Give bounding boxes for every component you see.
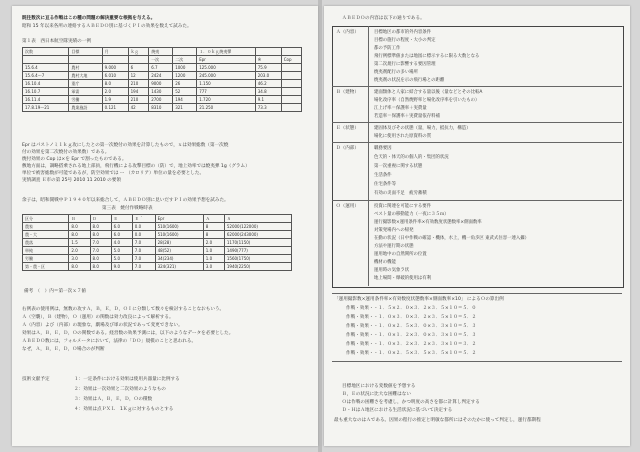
table-row xyxy=(23,263,292,271)
section-divider xyxy=(332,142,622,143)
intro-line-2: 昭和 15 年以来各所の連絡するＡＢＥＤＯ別に基づくＰＩの効果を数えて試みた。 xyxy=(22,24,192,29)
table2-cell: 3.0 xyxy=(69,255,90,263)
section-o-item: 機材の機能 xyxy=(374,260,396,265)
table1-cell-empty xyxy=(281,104,301,112)
table1-cell: 2424 xyxy=(149,72,173,80)
section-b-item: 場化改序率（自然焼野率と場化改序率を引いたもの） xyxy=(374,98,480,103)
conclusion-line: Ｂ，Ｅの状況に比大な困難はない xyxy=(342,392,411,397)
table2-cell: 労働 xyxy=(23,255,69,263)
table2-cell: 2.0 xyxy=(69,247,90,255)
table2 xyxy=(22,214,292,271)
abedo-column-divider xyxy=(368,26,369,286)
section-b-item: 若造率＝保護率＋実費量依存料補 xyxy=(374,114,440,119)
table2-cell: 1490(777) xyxy=(224,247,291,255)
table1-header-cell: 次数 xyxy=(23,48,69,56)
table1-cell: 農業施設 xyxy=(69,104,102,112)
formula-line: 作戦・効果・・１．０×１．２×３．０×３．３×１０＝５．３ xyxy=(346,333,477,338)
table2-cell: 8.0 xyxy=(90,223,111,231)
table-row xyxy=(23,96,302,104)
table1-cell: 15.6.4 xyxy=(23,64,69,72)
table2-cell: 0.0 xyxy=(132,231,155,239)
table2-cell: 8 xyxy=(203,231,224,239)
table1-header-cell: 焼夷 xyxy=(149,48,173,56)
section-a-item: 焼夷剤の状況を示の飛行場との距離 xyxy=(374,78,445,83)
section-a-item: 飛行例標準値または地図に標示するに限る大数となる xyxy=(374,54,480,59)
table-row xyxy=(23,223,292,231)
section-a-item: 目標の施行の程度・大小の判定 xyxy=(374,38,436,43)
table1-header-cell: ※ xyxy=(255,56,281,64)
table1-cell: 125.000 xyxy=(197,64,256,72)
section-divider xyxy=(332,86,622,87)
table1-cell: 1200 xyxy=(173,72,197,80)
table1-cell: 34.8 xyxy=(255,88,281,96)
table1-header-cell: １．０ｋｇ焼夷彈 xyxy=(197,48,256,56)
table2-cell: 8.0 xyxy=(69,263,90,271)
table2-cell: 8 xyxy=(203,223,224,231)
para3-line-1: 右例表の使用例は，無数の攻すＡ，Ｂ，Ｅ，Ｄ，ＯＩに分類して数々を検討することなおもいう。 xyxy=(22,307,225,312)
section-o-label: Ｏ（運用） xyxy=(336,204,359,209)
table2-cell: 7.0 xyxy=(90,239,111,247)
table2-cell: 48(52) xyxy=(155,247,203,255)
table2-header-cell: 区分 xyxy=(23,215,69,223)
table2-header-cell: Ｂ xyxy=(69,215,90,223)
table1-cell: 16.10.4 xyxy=(23,80,69,88)
table2-cell: 0.0 xyxy=(132,223,155,231)
table2-header-cell: Ｅ ´ xyxy=(132,215,155,223)
table2-cell: 34(234) xyxy=(155,255,203,263)
table1-cell: 21.250 xyxy=(197,104,256,112)
table1-header-cell xyxy=(281,48,301,56)
left-page xyxy=(12,6,318,446)
table2-cell: 510(1600) xyxy=(155,223,203,231)
section-a-item: 目標地区の都市的外内容条件 xyxy=(374,30,432,35)
table2-cell: 1560(1750) xyxy=(224,255,291,263)
table2-cell: 3.0 xyxy=(203,263,224,271)
table1-cell: 194 xyxy=(173,96,197,104)
table1-cell: 9.000 xyxy=(102,64,128,72)
table1-cell: 245.000 xyxy=(197,72,256,80)
table1-header-cell xyxy=(69,56,102,64)
table2-cell: 8.0 xyxy=(90,263,111,271)
table1-cell: 46.2 xyxy=(255,80,281,88)
section-a-item: 都の予防工作 xyxy=(374,46,401,51)
table2-cell: 28(28) xyxy=(155,239,203,247)
table1-cell: 321 xyxy=(173,104,197,112)
book-fold xyxy=(318,0,322,452)
footer-line-3: ３：効果はＡ，Ｂ，Ｅ，Ｄ，Ｏの積数 xyxy=(74,397,153,402)
section-b-label: Ｂ（建物） xyxy=(336,90,359,95)
section-d-item: 有効の炎面不足 疲労蓄積 xyxy=(374,191,427,196)
table2-cell: 4.0 xyxy=(111,239,132,247)
formula-line: 作戦・効果・・１．５×２．０×３．２×３．５×１０＝５．０ xyxy=(346,306,477,311)
table1-cell-empty xyxy=(281,64,301,72)
table1-cell: 42 xyxy=(128,104,149,112)
formula-line: 作戦・効果・・１．０×２．５×３．０×３．３×１０＝５．３ xyxy=(346,324,477,329)
table1-cell: 6.7 xyxy=(149,64,173,72)
table1-header-cell xyxy=(128,56,149,64)
table1-header-cell xyxy=(173,48,197,56)
table1-header-cell: Cop xyxy=(281,56,301,64)
para2: 余子は，昭和開戦中Ｐ１９４０年以来総合して，ＡＢＥＤＯ別に見いだすＰＩの効果予想を試みた。 xyxy=(22,198,229,203)
table-row xyxy=(23,104,302,112)
table1-cell: 12 xyxy=(128,72,149,80)
table1-cell: 8310 xyxy=(149,104,173,112)
table1-header-cell xyxy=(23,56,69,64)
table1-cell: 6.010 xyxy=(102,72,128,80)
section-divider xyxy=(332,122,622,123)
table1-cell: 農村大地 xyxy=(69,72,102,80)
table1-header-cell xyxy=(102,56,128,64)
table2-cell: 8.0 xyxy=(90,255,111,263)
intro-line-1: 既往数次に亘る作戦はこの種の問題の解決重要な根拠を与える。 xyxy=(22,16,156,21)
formula-line: 作戦・効果・・１．０×３．２×３．２×３．３×１０＝３．２ xyxy=(346,342,477,347)
table2-cell: 8.0 xyxy=(69,223,90,231)
table-row xyxy=(23,72,302,80)
table-row xyxy=(23,247,292,255)
table1-header-cell: 月 xyxy=(102,48,128,56)
formula-rule-bottom xyxy=(332,361,622,362)
section-e-item: 建固体及びその状態（量，場力，抵抗力，構造） xyxy=(374,126,471,131)
table1-cell: 労働 xyxy=(69,96,102,104)
section-o-item: 地上場間・爆破的使用は有利 xyxy=(374,276,432,281)
table2-title: 第三表 焼付作戦略時表 xyxy=(102,206,153,211)
table2-header-cell: Ｄ xyxy=(90,215,111,223)
table1-cell-empty xyxy=(281,80,301,88)
table1-header-cell xyxy=(255,48,281,56)
formula-line: 作戦・効果・・１．０×３．０×３．２×３．５×１０＝５．２ xyxy=(346,315,477,320)
conclusion-line: 目標地区における変数値を予想する xyxy=(342,384,416,389)
para1-line-1: Epr はパストノミ１ｋｇ攻にしたとの第一次焼付の効果を計算したもので，ｘは効果総数（第一次焼 xyxy=(22,143,229,148)
section-e-label: Ｅ（状態） xyxy=(336,126,359,131)
table-row xyxy=(23,88,302,96)
formula-rule-top xyxy=(332,293,622,294)
table2-cell: 6.0 xyxy=(111,223,132,231)
table1-cell: 1.720 xyxy=(197,96,256,104)
table1-cell: 1.150 xyxy=(197,80,256,88)
table2-header-cell: Ｓ xyxy=(224,215,291,223)
table1-cell: 777 xyxy=(197,88,256,96)
table1-cell: 重庁 xyxy=(69,80,102,88)
formula-line: 作戦・効果・・１．０×２．５×３．５×３．５×１０＝５．２ xyxy=(346,351,477,356)
para1-line-6: 実情調査 Ｅ市の第 25号 2010 11 2010 の要領 xyxy=(22,178,121,183)
table2-cell: 単純 xyxy=(23,247,69,255)
section-a-label: Ａ（内容） xyxy=(336,30,359,35)
conclusion-line: Ｏは作戦の困難さを考慮し，かつ明度の高さを都に計算し判定する xyxy=(342,400,480,405)
footer-line-1: １：一定条件における効果は使用兵器量に比例する xyxy=(74,377,180,382)
table2-cell: 7.0 xyxy=(90,247,111,255)
footer-label: 技術文献予定 xyxy=(22,377,50,382)
table2-cell: 510(1600) xyxy=(155,231,203,239)
section-o-item: 運用地中の自然関所の位置 xyxy=(374,252,427,257)
table2-cell: 8.0 xyxy=(90,231,111,239)
section-a-item: 第二次規行に影響する要因管理 xyxy=(374,62,436,67)
section-o-item: 在勤の状況（日中作戦の確認・機体，水上，機一角歩区 東武式住容一連入攝） xyxy=(374,236,530,241)
table1-cell: 農村 xyxy=(69,64,102,72)
conclusion-line: Ｄ・ＨはＡ地区における生活状況に基づいて決定する xyxy=(342,408,453,413)
table-row xyxy=(23,239,292,247)
table1-cell: 2.0 xyxy=(102,88,128,96)
section-d-item: 第一次重複に関する状態 xyxy=(374,164,423,169)
section-o-item: 運行撮影数×運用条件率×有効数度状態数率×側面数率 xyxy=(374,220,482,225)
table2-cell: 農・大 xyxy=(23,231,69,239)
section-o-item: 運用時の気象ラ状 xyxy=(374,268,410,273)
table1-cell: 203.0 xyxy=(255,72,281,80)
table1-cell-empty xyxy=(281,72,301,80)
para3-line-4: 効果はＡ，Ｂ，Ｅ，Ｄ，Ｏの関数である。経営数の効果予測には，以下のようなデータを必要とした。 xyxy=(22,331,234,336)
table1-cell: 73.3 xyxy=(255,104,281,112)
section-d-label: Ｄ（内部） xyxy=(336,146,359,151)
table2-cell: 7.0 xyxy=(132,239,155,247)
table-row xyxy=(23,231,292,239)
table1-cell: 1.9 xyxy=(102,96,128,104)
footer-line-2: ２：効果は一次効果と二次効果のようなもの xyxy=(74,387,166,392)
right-heading: ＡＢＥＤＯの内容は以下の通りである。 xyxy=(342,16,425,21)
table2-cell: 農落 xyxy=(23,239,69,247)
table1-cell: 210 xyxy=(128,96,149,104)
formula-head: 「運用撮影数×運用条件率×有効数度状態数率×側面数率×10」 によるＯの算出例 xyxy=(334,297,504,302)
table2-cell: 1.0 xyxy=(203,247,224,255)
section-o-item: 対策発場内への帰発 xyxy=(374,228,414,233)
section-d-item: 生活条件 xyxy=(374,173,392,178)
table2-cell: 62000(243000) xyxy=(224,231,291,239)
table1-cell: 2700 xyxy=(149,96,173,104)
table2-cell: 6.0 xyxy=(111,231,132,239)
table1-header-cell: 目標 xyxy=(69,48,102,56)
table1-cell: 6 xyxy=(128,64,149,72)
section-d-item: 職務要因 xyxy=(374,146,392,151)
table2-cell: 9.0 xyxy=(111,263,132,271)
table2-cell: 農家 xyxy=(23,223,69,231)
table1-cell: 8.0 xyxy=(102,80,128,88)
table2-cell: 52000(122000) xyxy=(224,223,291,231)
table2-cell: 8.0 xyxy=(69,231,90,239)
table2-cell: 5.0 xyxy=(111,255,132,263)
section-d-item: 色天的・体天的の個人的・集団的状況 xyxy=(374,155,449,160)
section-o-item: 方法や運行期の状態 xyxy=(374,244,414,249)
table2-cell: 1.5 xyxy=(69,239,90,247)
para1-line-5: 単位で被害総数が可能であるが，防空効果では ー （カロリア）単位の量を必要とした。 xyxy=(22,171,205,176)
table2-cell: 7.0 xyxy=(132,247,155,255)
section-a-item: 焼夷剤配行の多い場所 xyxy=(374,70,418,75)
footer-line-4: ４：効果は点ＰＸＬ 1Ｋｇに対するものとする xyxy=(74,407,174,412)
table1-cell: 17.8.19〜21 xyxy=(23,104,69,112)
table2-note: 備考 （ ）内＝第一次ｘ７値 xyxy=(24,289,87,294)
section-o-item: ベスト量の移動能力（一夜に３５ｍ） xyxy=(374,212,449,217)
table2-header-cell: Epr xyxy=(155,215,203,223)
table1-cell: 52 xyxy=(173,88,197,96)
para3-line-3: Ａ（内容）よび（内部）の現象な，劇場及び軍の状況であって変更できない。 xyxy=(22,323,183,328)
table-row xyxy=(23,64,302,72)
table-row xyxy=(23,255,292,263)
table2-cell: 7.0 xyxy=(132,255,155,263)
table2-cell: 324(321) xyxy=(155,263,203,271)
table1-header-cell: Epr xyxy=(197,56,256,64)
table1-cell: 0.121 xyxy=(102,104,128,112)
table1-cell: 15.6.4〜7 xyxy=(23,72,69,80)
table1-cell: 1000 xyxy=(173,64,197,72)
table1-cell-empty xyxy=(281,96,301,104)
table2-cell: 第・農・区 xyxy=(23,263,69,271)
table1-header-cell: 二次 xyxy=(173,56,197,64)
table1-cell: 1430 xyxy=(149,88,173,96)
table2-header-cell: Ｅ xyxy=(111,215,132,223)
para1-line-3: 焼付効果の Cop は×を Epr で割ったものである。 xyxy=(22,157,127,162)
section-e-item: 場化に使用された原資料の質 xyxy=(374,134,432,139)
table2-header-cell: Ａ xyxy=(203,215,224,223)
section-b-item: 建面類体と人家に結合する量以後（量などとその比較A xyxy=(374,90,483,95)
section-b-item: 江上げ率＝保護率＋実費量 xyxy=(374,106,427,111)
conclusion-line: 最も重大なのはＡである。因果の程行の推定と明敏な都所にはそのたかに使って判定し，運行都期程 xyxy=(334,418,541,423)
table1-cell: 16.10.7 xyxy=(23,88,69,96)
table2-cell: 1.0 xyxy=(203,255,224,263)
table-row xyxy=(23,80,302,88)
table1-cell: 9.1 xyxy=(255,96,281,104)
table1-title: 第１表 西日本航空隊実績の一例 xyxy=(22,39,91,44)
table1-cell: 26 xyxy=(173,80,197,88)
table1-cell: 75.9 xyxy=(255,64,281,72)
table1-cell: 16.11.4 xyxy=(23,96,69,104)
table1 xyxy=(22,47,302,112)
section-o-item: 投資に関連を可能にする要件 xyxy=(374,204,432,209)
table1-header-cell: 一次 xyxy=(149,56,173,64)
table2-cell: 1170(1150) xyxy=(224,239,291,247)
table2-cell: 5.0 xyxy=(111,247,132,255)
section-d-item: 住宅条件等 xyxy=(374,182,396,187)
para3-line-5: ＡＢＥＤＯ数には，フォルメータにおいて，法律の「ＤＯ」規模のことと思われる。 xyxy=(22,339,197,344)
para3-line-6: なぜ，Ａ，Ｂ，Ｅ，Ｄ，Ｏ場合のが判断 xyxy=(22,347,105,352)
para3-line-2: Ａ（空襲），Ｂ（建物），Ｏ（運用）の関数は効力改良によって解析する。 xyxy=(22,315,174,320)
para1-line-4: 敷地方面は，調略搭乗される地上部員，飛行機による攻撃目標の（防）で，地上効率では焼夷弾 1g（グラム） xyxy=(22,164,250,169)
table1-cell: 194 xyxy=(128,88,149,96)
right-page xyxy=(324,6,630,446)
table1-header-cell: ｋｇ xyxy=(128,48,149,56)
table2-cell: 2.0 xyxy=(203,239,224,247)
section-divider xyxy=(332,200,622,201)
para1-line-2: 付の効果を第二次焼付の効果数）である。 xyxy=(22,150,110,155)
table1-cell: 210 xyxy=(128,80,149,88)
table1-cell-empty xyxy=(281,88,301,96)
table1-cell: 軍需 xyxy=(69,88,102,96)
table1-cell: 9000 xyxy=(149,80,173,88)
table2-cell: 7.0 xyxy=(132,263,155,271)
table2-cell: 1940(2250) xyxy=(224,263,291,271)
